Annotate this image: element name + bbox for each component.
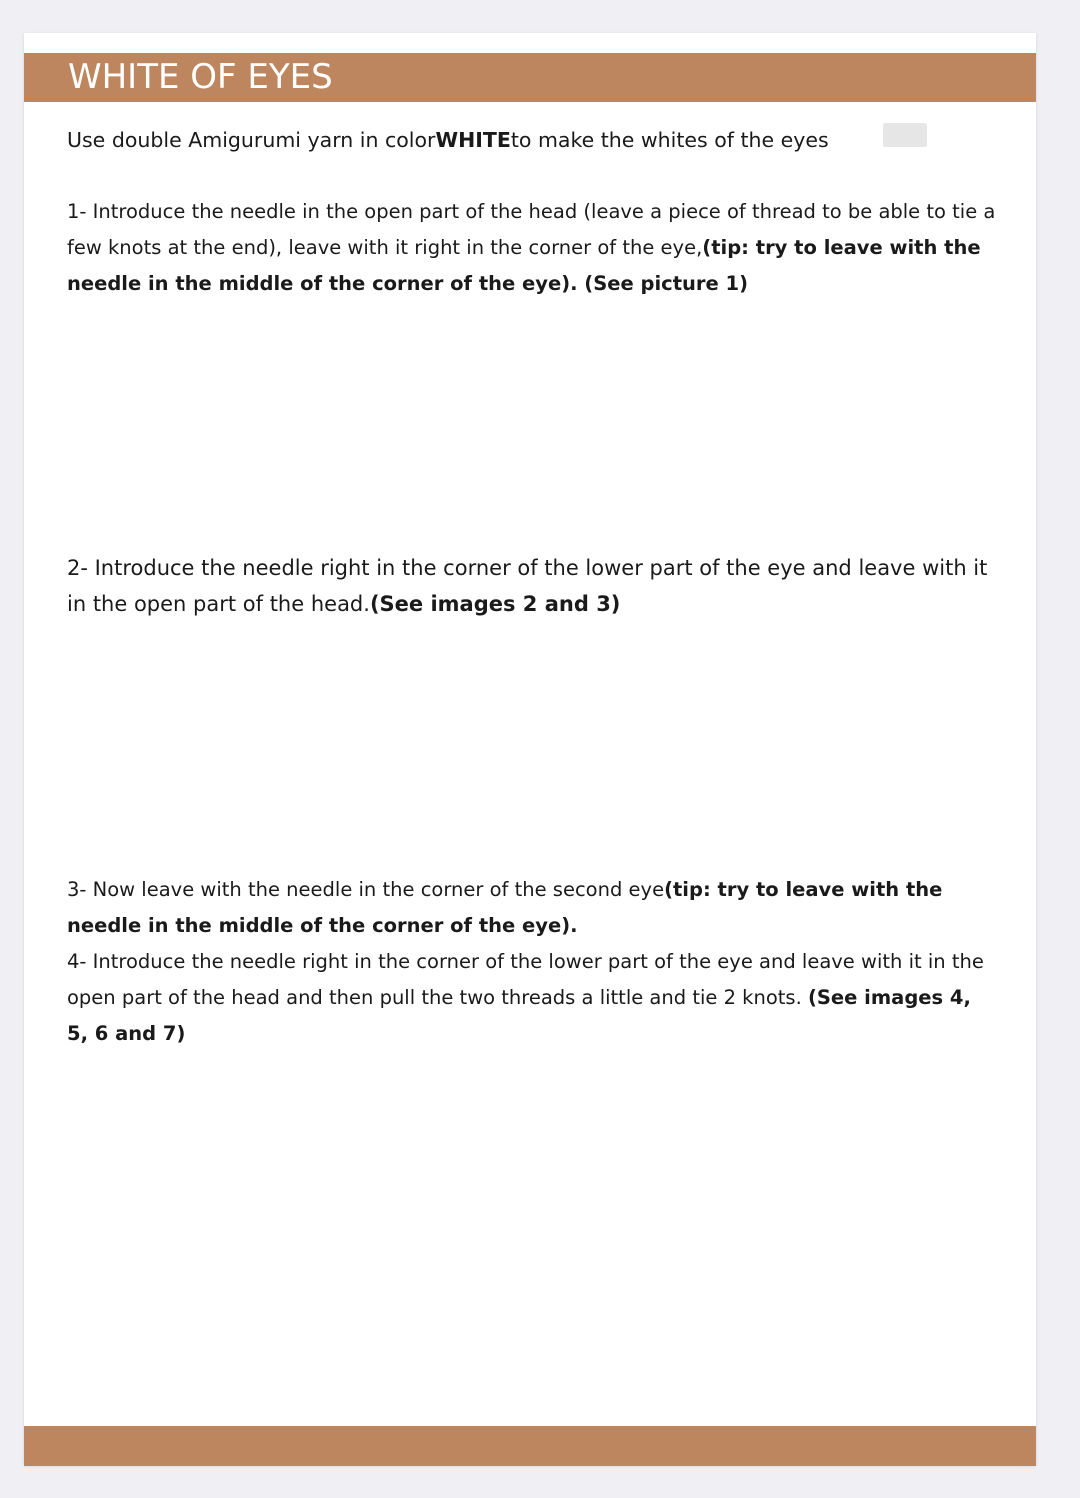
intro-color-name: WHITE xyxy=(435,128,511,152)
page-title: WHITE OF EYES xyxy=(68,57,333,97)
footer-bar xyxy=(24,1426,1036,1466)
header-bar xyxy=(24,53,1036,102)
color-swatch xyxy=(883,123,927,147)
step-1-bold: (tip: try to leave with the needle in the middle of the corner of the eye). (See picture 1) xyxy=(67,236,981,295)
step-4-text: 4- Introduce the needle right in the corner of the lower part of the eye and leave with it in the open part of the head and then pull the two threads a little and tie 2 knots. xyxy=(67,950,984,1009)
step-1-paragraph xyxy=(67,194,997,302)
intro-text-after: to make the whites of the eyes xyxy=(510,128,829,152)
intro-paragraph xyxy=(67,122,997,158)
step-2-paragraph xyxy=(67,550,997,622)
step-4-bold: (See images 4, 5, 6 and 7) xyxy=(67,986,971,1045)
document-page xyxy=(24,33,1036,1465)
step-2-bold: (See images 2 and 3) xyxy=(369,592,621,616)
step-3-bold: (tip: try to leave with the needle in the middle of the corner of the eye). xyxy=(67,878,943,937)
step-2-text: 2- Introduce the needle right in the corner of the lower part of the eye and leave with it in the open part of the head. xyxy=(67,556,988,616)
step-1-text: 1- Introduce the needle in the open part of the head (leave a piece of thread to be able to tie a few knots at the end), leave with it right in the corner of the eye, xyxy=(67,200,996,259)
step-3-text: 3- Now leave with the needle in the corner of the second eye xyxy=(67,878,665,901)
step-3-4-paragraph xyxy=(67,872,997,1052)
intro-text-before: Use double Amigurumi yarn in color xyxy=(67,128,436,152)
